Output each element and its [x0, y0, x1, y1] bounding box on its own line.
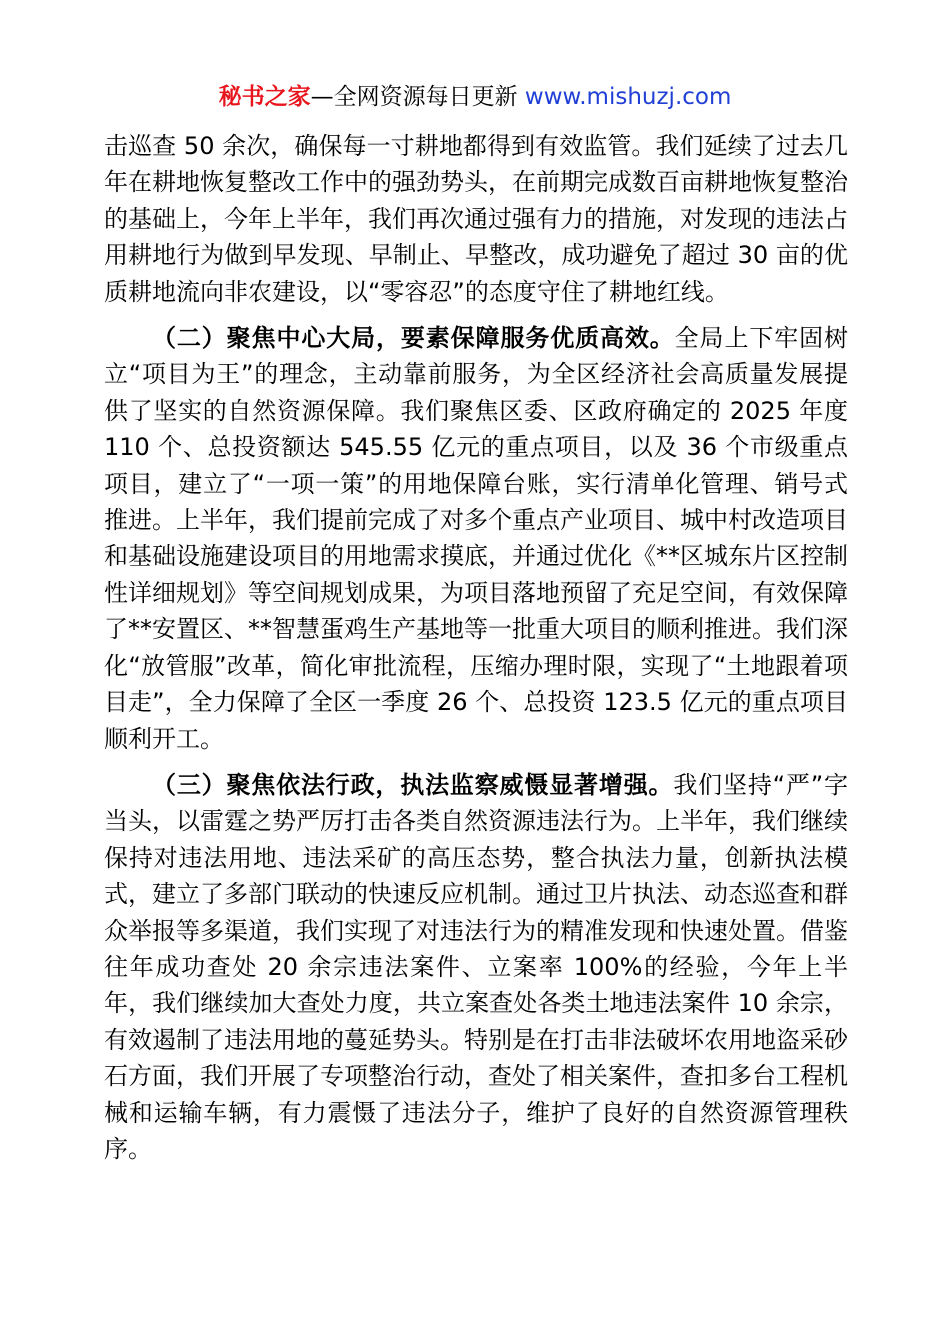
paragraph-3-heading: （三）聚焦依法行政，执法监察威慑显著增强。	[152, 770, 674, 799]
paragraph-1-text: 击巡查 50 余次，确保每一寸耕地都得到有效监管。我们延续了过去几年在耕地恢复整改工作中的强劲势头，在前期完成数百亩耕地恢复整治的基础上，今年上半年，我们再次通过强有力的措施，对发现的违法占用耕地行为做到早发现、早制止、早整改，成功避免了超过 30 亩的优质耕地流向非农建设，以“零容忍”的态度守住了耕地红线。	[104, 132, 848, 306]
document-body	[104, 128, 848, 1167]
paragraph-2-text: 全局上下牢固树立“项目为王”的理念，主动靠前服务，为全区经济社会高质量发展提供了坚实的自然资源保障。我们聚焦区委、区政府确定的 2025 年度 110 个、总投资额达 545.55 亿元的重点项目，以及 36 个市级重点项目，建立了“一项一策”的用地保障台账，实行清单化管理、销号式推进。上半年，我们提前完成了对多个重点产业项目、城中村改造项目和基础设施建设项目的用地需求摸底，并通过优化《**区城东片区控制性详细规划》等空间规划成果，为项目落地预留了充足空间，有效保障了**安置区、**智慧蛋鸡生产基地等一批重大项目的顺利推进。我们深化“放管服”改革，简化审批流程，压缩办理时限，实现了“土地跟着项目走”，全力保障了全区一季度 26 个、总投资 123.5 亿元的重点项目顺利开工。	[104, 324, 849, 753]
page-header	[0, 80, 950, 114]
paragraph-1	[104, 128, 848, 310]
header-tagline: —全网资源每日更新	[310, 84, 518, 110]
paragraph-3	[104, 767, 848, 1167]
paragraph-3-text: 我们坚持“严”字当头，以雷霆之势严厉打击各类自然资源违法行为。上半年，我们继续保持对违法用地、违法采矿的高压态势，整合执法力量，创新执法模式，建立了多部门联动的快速反应机制。通过卫片执法、动态巡查和群众举报等多渠道，我们实现了对违法行为的精准发现和快速处置。借鉴往年成功查处 20 余宗违法案件、立案率 100%的经验，今年上半年，我们继续加大查处力度，共立案查处各类土地违法案件 10 余宗，有效遏制了违法用地的蔓延势头。特别是在打击非法破坏农用地盗采砂石方面，我们开展了专项整治行动，查处了相关案件，查扣多台工程机械和运输车辆，有力震慑了违法分子，维护了良好的自然资源管理秩序。	[104, 770, 848, 1163]
paragraph-2	[104, 320, 848, 757]
brand-name: 秘书之家	[218, 84, 311, 110]
site-url-link[interactable]: www.mishuzj.com	[524, 84, 732, 110]
paragraph-2-heading: （二）聚焦中心大局，要素保障服务优质高效。	[152, 324, 675, 353]
